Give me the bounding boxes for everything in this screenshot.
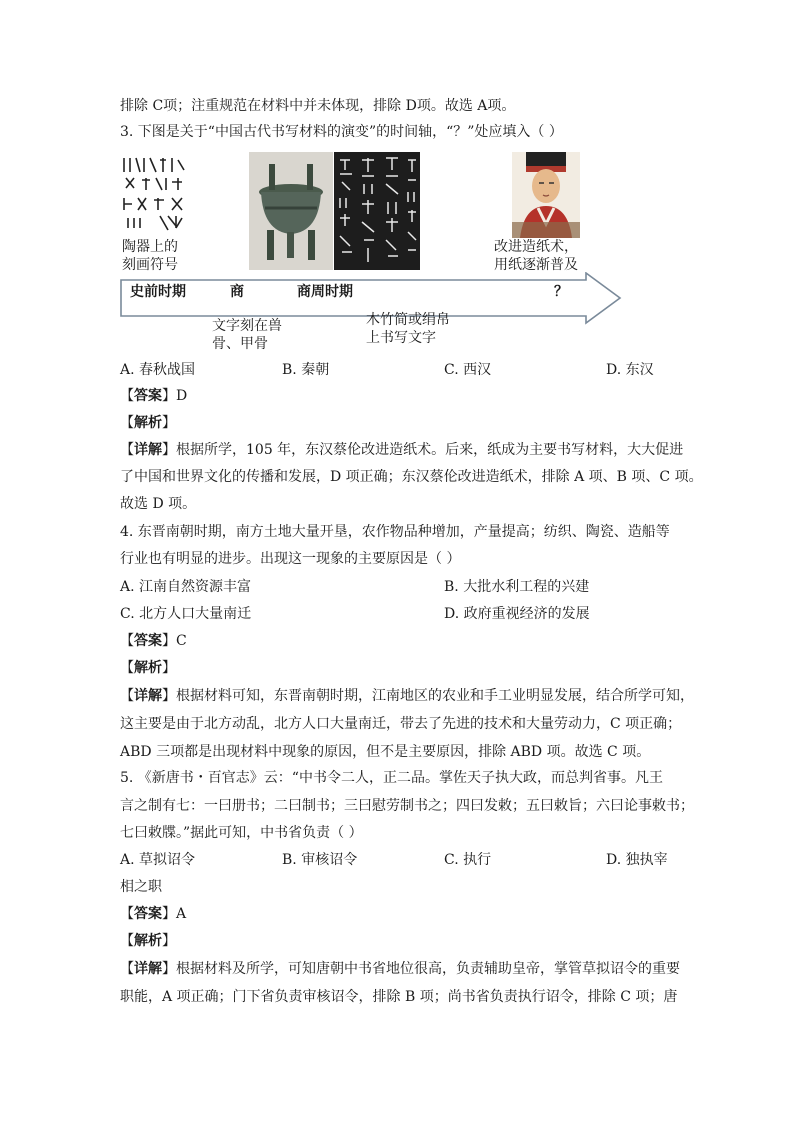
q5-option-d-continued: 相之职 [120,879,162,895]
timeline-top-label: 陶器上的 [122,239,178,255]
timeline-bottom-label: 骨、甲骨 [212,336,268,352]
q5-stem: 言之制有七：一曰册书；二曰制书；三曰慰劳制书之；四曰发敕；五曰敕旨；六曰论事敕书； [120,798,694,814]
timeline-top-label: 用纸逐渐普及 [494,257,578,273]
timeline-top-label: 刻画符号 [122,257,178,273]
q5-stem: 5. 《新唐书・百官志》云：“中书令二人，正二品。掌佐天子执大政，而总判省事。凡王 [120,770,663,786]
q5-detail-line: 【详解】根据材料及所学，可知唐朝中书省地位很高，负责辅助皇帝，掌管草拟诏令的重要 [120,961,680,977]
q4-detail-line: 【详解】根据材料可知，东晋南朝时期，江南地区的农业和手工业明显发展，结合所学可知， [120,688,694,704]
q3-option-b: B. 秦朝 [282,362,330,378]
q4-option-b: B. 大批水利工程的兴建 [444,579,590,595]
q3-detail-line: 故选 D 项。 [120,496,197,512]
oracle-glyphs-image [120,152,192,234]
q3-stem: 3. 下图是关于“中国古代书写材料的演变”的时间轴，“？”处应填入（ ） [120,124,563,140]
q5-answer: 【答案】A [120,906,187,922]
q4-detail-line: ABD 三项都是出现材料中现象的原因，但不是主要原因，排除 ABD 项。故选 C 项。 [120,744,651,760]
q4-stem: 4. 东晋南朝时期，南方土地大量开垦，农作物品种增加，产量提高；纺织、陶瓷、造船等 [120,524,670,540]
q4-detail-line: 这主要是由于北方动乱，北方人口大量南迁，带去了先进的技术和大量劳动力，C 项正确； [120,716,682,732]
timeline-axis-label: 商周时期 [297,284,353,300]
q3-option-c: C. 西汉 [444,362,492,378]
q3-option-d: D. 东汉 [606,362,654,378]
q4-stem: 行业也有明显的进步。出现这一现象的主要原因是（ ） [120,551,461,567]
q5-option-a: A. 草拟诏令 [120,852,196,868]
q4-option-c: C. 北方人口大量南迁 [120,606,252,622]
q3-analysis-heading: 【解析】 [120,415,176,431]
timeline-bottom-label: 文字刻在兽 [212,318,282,334]
inscription-rubbing-image [334,152,420,270]
q3-detail-line: 【详解】根据所学，105 年，东汉蔡伦改进造纸术。后来，纸成为主要书写材料，大大促进 [120,442,684,458]
timeline-axis-label: ？ [554,284,568,300]
intro-line: 排除 C项；注重规范在材料中并未体现，排除 D项。故选 A项。 [120,98,516,114]
q4-analysis-heading: 【解析】 [120,660,176,676]
q4-option-d: D. 政府重视经济的发展 [444,606,590,622]
timeline-figure [120,150,630,360]
q5-detail-line: 职能，A 项正确；门下省负责审核诏令，排除 B 项；尚书省负责执行诏令，排除 C 项；唐 [120,989,678,1005]
q5-option-d: D. 独执宰 [606,852,668,868]
timeline-bottom-label: 上书写文字 [366,330,436,346]
timeline-top-label: 改进造纸术， [494,239,578,255]
timeline-bottom-label: 木竹简或绢帛 [366,312,450,328]
q3-detail-line: 了中国和世界文化的传播和发展，D 项正确；东汉蔡伦改进造纸术，排除 A 项、B 项、C 项。 [120,469,703,485]
timeline-axis-label: 商 [230,284,244,300]
q3-answer: 【答案】D [120,388,188,404]
q5-stem: 七曰敕牒。”据此可知，中书省负责（ ） [120,825,363,841]
cai-lun-portrait-image [512,152,580,238]
bronze-ding-image [249,152,333,270]
timeline-axis-label: 史前时期 [130,284,186,300]
q5-analysis-heading: 【解析】 [120,933,176,949]
q5-option-b: B. 审核诏令 [282,852,358,868]
q5-option-c: C. 执行 [444,852,492,868]
q4-option-a: A. 江南自然资源丰富 [120,579,252,595]
q3-option-a: A. 春秋战国 [120,362,196,378]
q4-answer: 【答案】C [120,633,187,649]
